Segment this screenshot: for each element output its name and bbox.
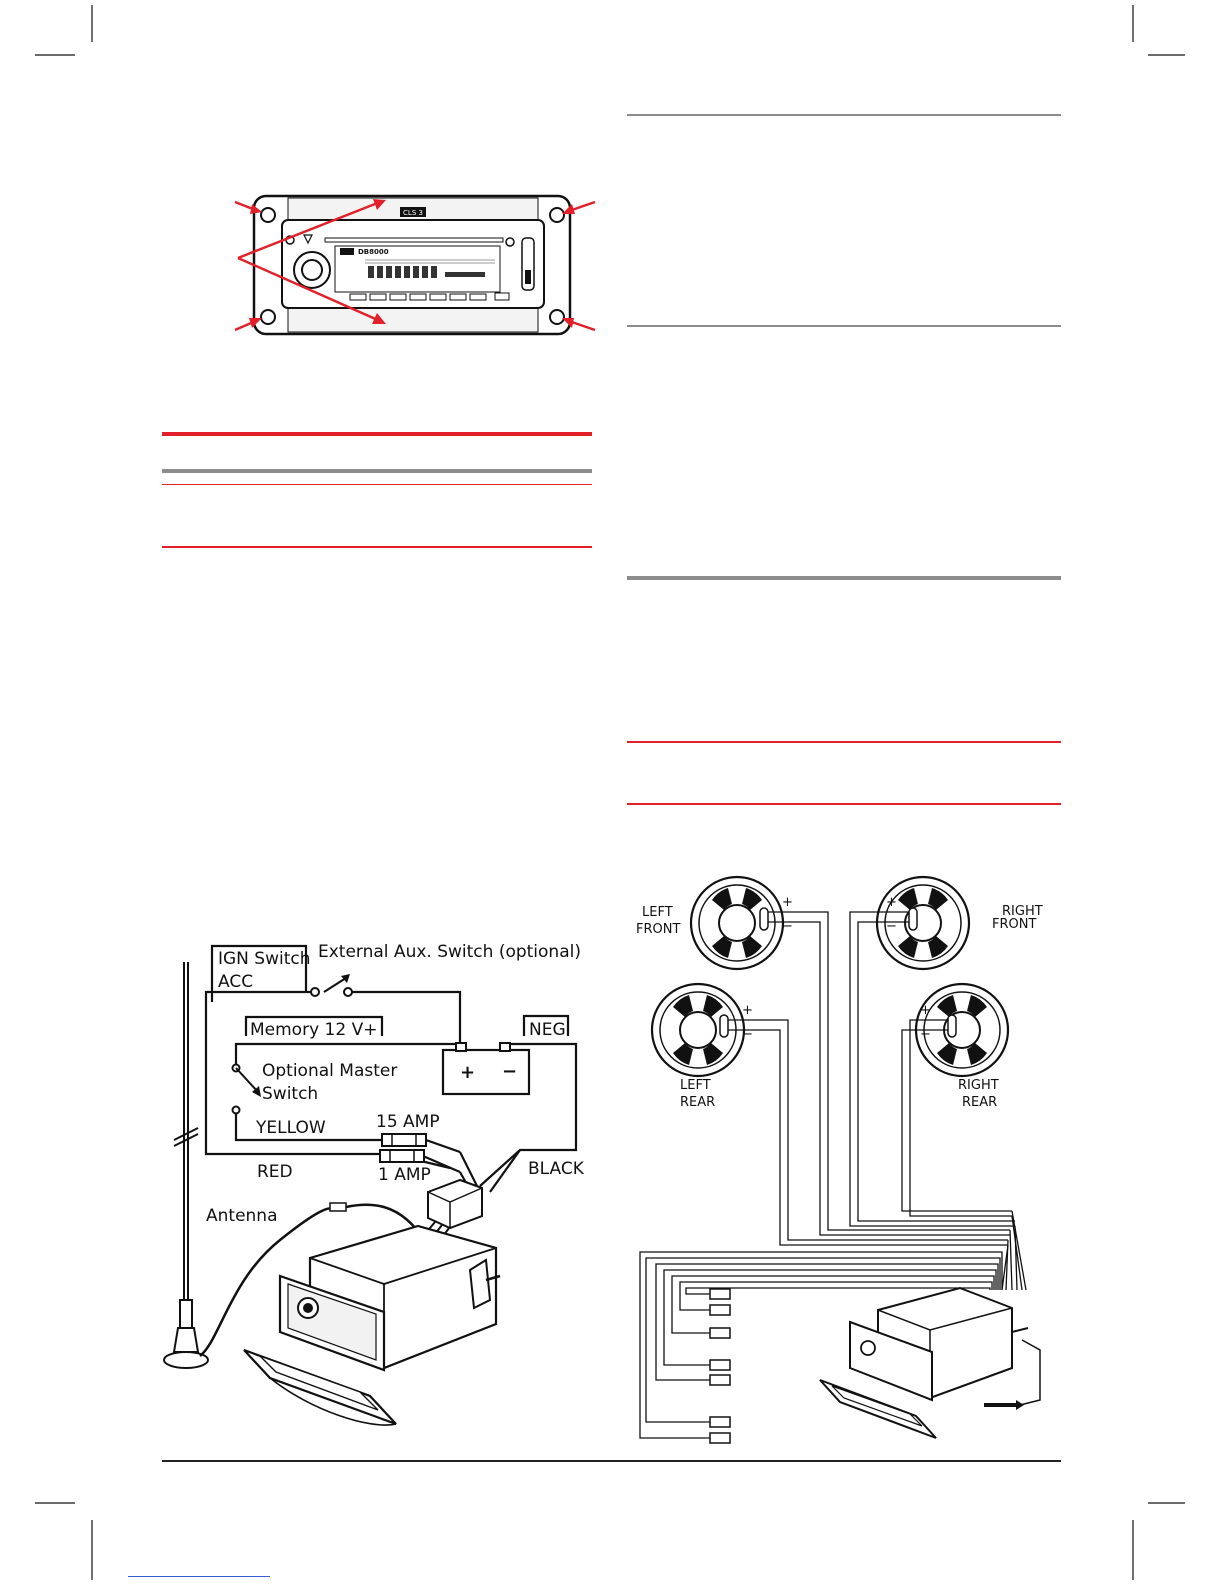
label-right-front-2: FRONT [992, 917, 1037, 932]
battery-plus: + [460, 1062, 476, 1083]
label-right-front-1: RIGHT [1002, 904, 1043, 919]
section-rule-red-top [162, 432, 592, 436]
speaker-wiring-diagram [620, 860, 1060, 1455]
label-left-front-1: LEFT [642, 905, 673, 920]
stereo-mount-figure [230, 190, 600, 345]
brand-badge: CLS 3 [403, 209, 423, 217]
right-rule-gray-3 [627, 576, 1061, 580]
label-right-rear-2: REAR [962, 1095, 998, 1110]
battery-minus: − [502, 1061, 518, 1082]
rr-plus: + [920, 1003, 931, 1018]
footer-rule [162, 1460, 1061, 1462]
label-master-switch-1: Optional Master [262, 1061, 398, 1081]
right-rule-red-2 [627, 803, 1061, 805]
rf-plus: + [886, 895, 897, 910]
section-rule-gray [162, 469, 592, 473]
label-antenna: Antenna [206, 1206, 278, 1226]
rr-minus: − [920, 1027, 931, 1042]
lr-minus: − [742, 1027, 753, 1042]
label-right-rear-1: RIGHT [958, 1078, 999, 1093]
label-red: RED [257, 1162, 293, 1182]
right-rule-red-1 [627, 741, 1061, 743]
label-left-front-2: FRONT [636, 922, 681, 937]
label-ign-switch: IGN Switch [218, 949, 311, 969]
label-left-rear-2: REAR [680, 1095, 716, 1110]
section-rule-red-bottom [162, 546, 592, 548]
label-master-switch-2: Switch [262, 1084, 319, 1104]
footer-link-underline [128, 1576, 270, 1577]
label-memory: Memory 12 V+ [250, 1020, 378, 1040]
label-fuse-1: 1 AMP [378, 1165, 431, 1185]
section-rule-red-thin [162, 484, 592, 485]
rf-minus: − [886, 919, 897, 934]
label-fuse-15: 15 AMP [376, 1112, 440, 1132]
power-wiring-diagram [160, 940, 600, 1440]
model-label: DB8000 [358, 248, 389, 256]
lr-plus: + [742, 1003, 753, 1018]
label-acc: ACC [218, 972, 254, 992]
label-yellow: YELLOW [256, 1118, 326, 1138]
lf-plus: + [782, 895, 793, 910]
right-rule-gray-2 [627, 325, 1061, 327]
label-aux-switch: External Aux. Switch (optional) [318, 942, 581, 962]
label-neg: NEG [529, 1020, 566, 1040]
lf-minus: − [782, 919, 793, 934]
right-rule-gray-1 [627, 114, 1061, 116]
label-black: BLACK [528, 1159, 584, 1179]
label-left-rear-1: LEFT [680, 1078, 711, 1093]
